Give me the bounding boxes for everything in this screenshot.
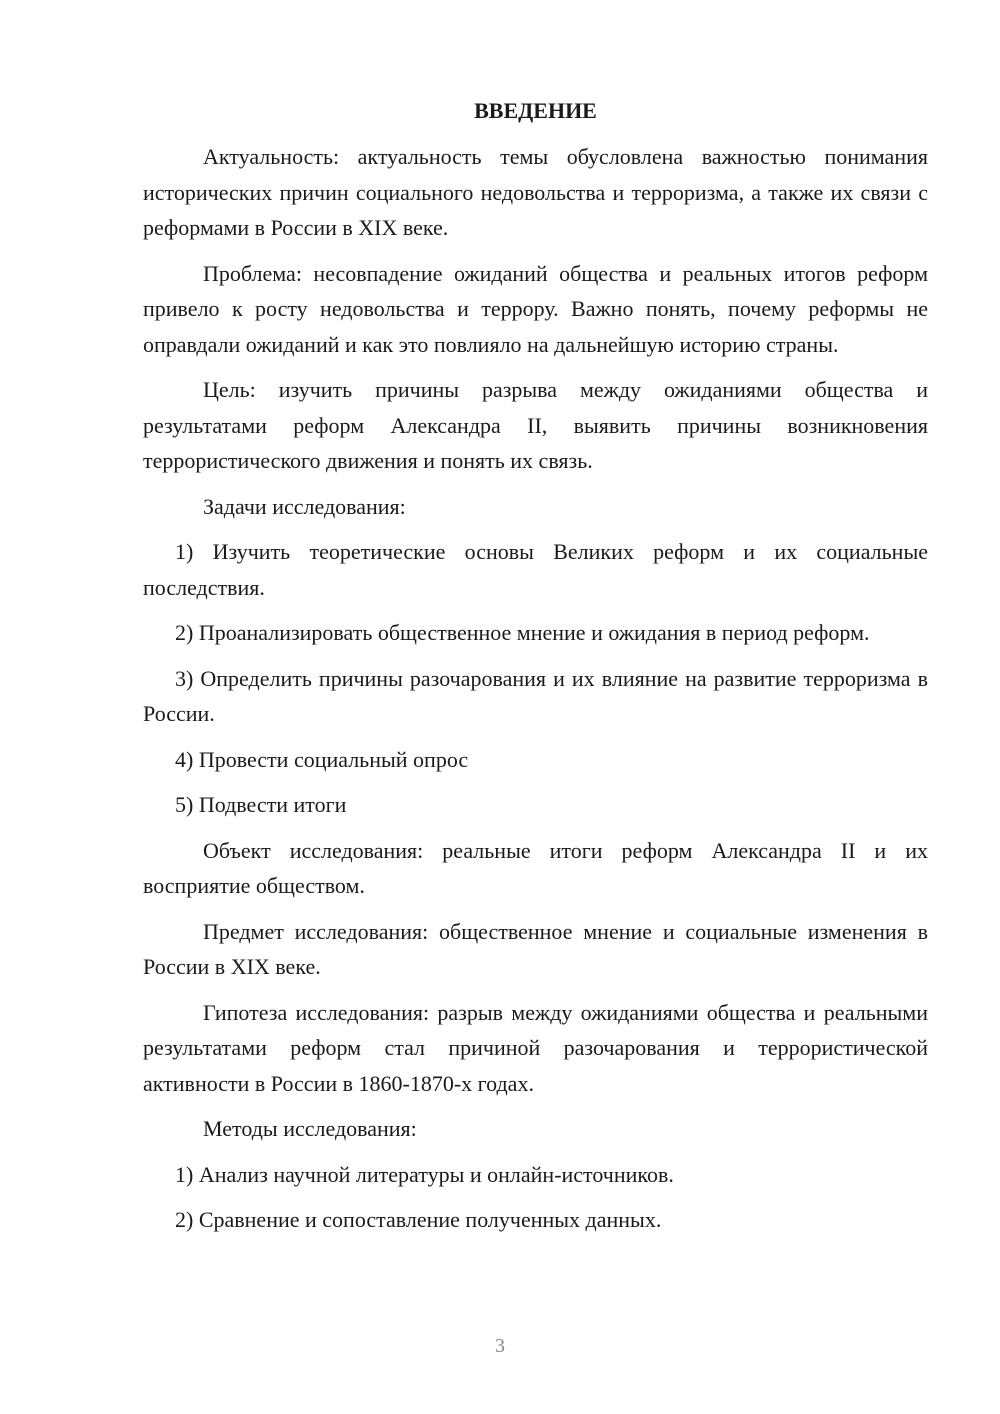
subject-paragraph: Предмет исследования: общественное мнение и социальные изменения в России в XIX веке. — [143, 918, 928, 979]
hypothesis-paragraph: Гипотеза исследования: разрыв между ожиданиями общества и реальными результатами реформ стал причиной разочарования и террористической активности в России в 1860-1870-х годах. — [143, 999, 928, 1096]
task-item-3: 3) Определить причины разочарования и их влияние на развитие терроризма в России. — [143, 665, 928, 726]
tasks-heading: Задачи исследования: — [203, 493, 406, 519]
problem-paragraph: Проблема: несовпадение ожиданий общества и реальных итогов реформ привело к росту недовольства и террору. Важно понять, почему реформы не оправдали ожиданий и как это повлияло на дальнейшую историю страны. — [143, 260, 928, 357]
page-content — [143, 93, 928, 1248]
page-number: 3 — [495, 1335, 505, 1357]
section-title: ВВЕДЕНИЕ — [474, 98, 597, 123]
relevance-paragraph: Актуальность: актуальность темы обусловлена важностью понимания исторических причин социального недовольства и терроризма, а также их связи с реформами в России в XIX веке. — [143, 144, 928, 240]
task-item-4: 4) Провести социальный опрос — [175, 746, 469, 772]
methods-heading: Методы исследования: — [203, 1116, 417, 1141]
task-item-1: 1) Изучить теоретические основы Великих реформ и их социальные последствия. — [143, 539, 928, 600]
method-item-2: 2) Сравнение и сопоставление полученных данных. — [175, 1207, 662, 1232]
object-paragraph: Объект исследования: реальные итоги реформ Александра II и их восприятие обществом. — [143, 837, 928, 898]
task-item-5: 5) Подвести итоги — [175, 792, 347, 817]
goal-paragraph: Цель: изучить причины разрыва между ожиданиями общества и результатами реформ Александра II, выявить причины возникновения террористического движения и понять их связь. — [143, 377, 928, 473]
method-item-1: 1) Анализ научной литературы и онлайн-источников. — [175, 1161, 674, 1187]
task-item-2: 2) Проанализировать общественное мнение и ожидания в период реформ. — [175, 620, 870, 645]
